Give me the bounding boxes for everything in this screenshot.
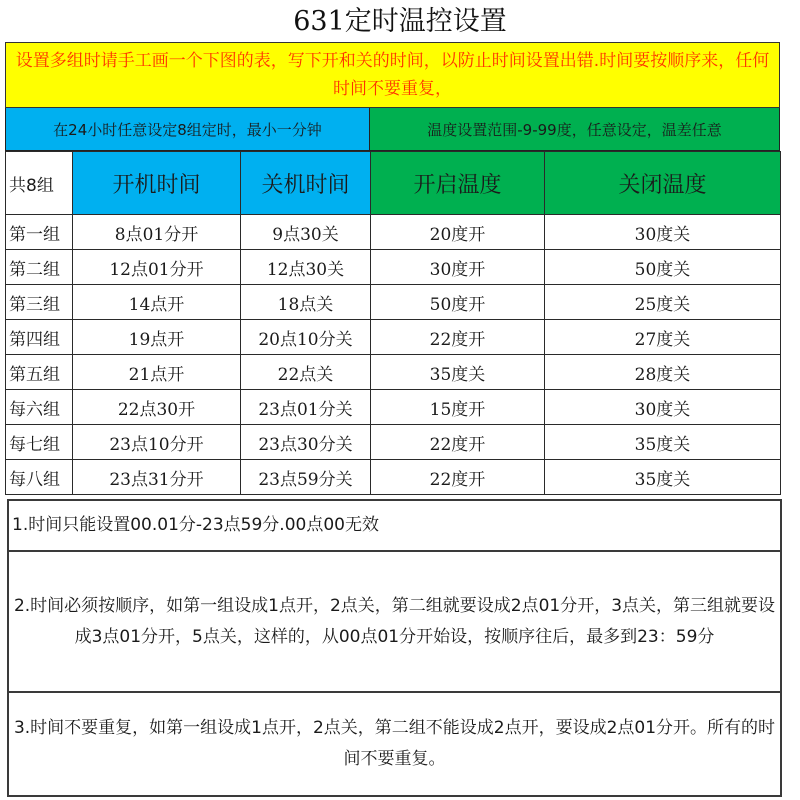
- off-temp-cell: 25度关: [545, 285, 781, 320]
- on-time-cell: 21点开: [73, 355, 241, 390]
- group-label: 每八组: [6, 460, 73, 495]
- off-temp-cell: 27度关: [545, 320, 781, 355]
- on-time-cell: 23点31分开: [73, 460, 241, 495]
- off-time-cell: 9点30关: [241, 215, 371, 250]
- off-time-cell: 20点10分关: [241, 320, 371, 355]
- warning-notice: 设置多组时请手工画一个下图的表，写下开和关的时间，以防止时间设置出错.时间要按顺序来，任何时间不要重复，: [5, 42, 780, 108]
- on-time-cell: 12点01分开: [73, 250, 241, 285]
- section-header-row: [5, 108, 780, 151]
- on-time-cell: 8点01分开: [73, 215, 241, 250]
- on-temp-cell: 50度开: [371, 285, 545, 320]
- off-time-cell: 18点关: [241, 285, 371, 320]
- on-time-cell: 23点10分开: [73, 425, 241, 460]
- time-range-caption: 在24小时任意设定8组定时，最小一分钟: [5, 108, 370, 151]
- table-row: [6, 460, 781, 495]
- group-label: 第二组: [6, 250, 73, 285]
- on-time-header: 开机时间: [73, 152, 241, 215]
- off-temp-cell: 35度关: [545, 460, 781, 495]
- on-temp-header: 开启温度: [371, 152, 545, 215]
- table-row: [6, 355, 781, 390]
- table-header-row: [6, 152, 781, 215]
- table-row: [6, 250, 781, 285]
- group-count-header: 共8组: [6, 152, 73, 215]
- off-time-cell: 23点01分关: [241, 390, 371, 425]
- page-title: 631定时温控设置: [293, 6, 507, 37]
- on-temp-cell: 22度开: [371, 425, 545, 460]
- table-row: [6, 425, 781, 460]
- temp-range-caption: 温度设置范围-9-99度，任意设定，温差任意: [370, 108, 780, 151]
- settings-sheet: [5, 42, 780, 495]
- note-1: 1.时间只能设置00.01分-23点59分.00点00无效: [7, 499, 782, 552]
- off-time-cell: 22点关: [241, 355, 371, 390]
- on-temp-cell: 20度开: [371, 215, 545, 250]
- off-time-header: 关机时间: [241, 152, 371, 215]
- group-label: 每七组: [6, 425, 73, 460]
- table-row: [6, 285, 781, 320]
- on-temp-cell: 22度开: [371, 320, 545, 355]
- on-temp-cell: 30度开: [371, 250, 545, 285]
- on-time-cell: 14点开: [73, 285, 241, 320]
- group-label: 第三组: [6, 285, 73, 320]
- table-row: [6, 215, 781, 250]
- notes-section: [7, 499, 782, 797]
- group-label: 第五组: [6, 355, 73, 390]
- off-time-cell: 12点30关: [241, 250, 371, 285]
- off-temp-header: 关闭温度: [545, 152, 781, 215]
- off-time-cell: 23点59分关: [241, 460, 371, 495]
- group-label: 第一组: [6, 215, 73, 250]
- table-row: [6, 320, 781, 355]
- off-temp-cell: 30度关: [545, 215, 781, 250]
- on-temp-cell: 15度开: [371, 390, 545, 425]
- off-temp-cell: 28度关: [545, 355, 781, 390]
- note-3: 3.时间不要重复，如第一组设成1点开，2点关，第二组不能设成2点开，要设成2点01分开。所有的时间不要重复。: [7, 693, 782, 797]
- group-label: 每六组: [6, 390, 73, 425]
- note-2: 2.时间必须按顺序，如第一组设成1点开，2点关，第二组就要设成2点01分开，3点关，第三组就要设成3点01分开，5点关，这样的，从00点01分开始设，按顺序往后，最多到23：59分: [7, 552, 782, 693]
- on-temp-cell: 35度关: [371, 355, 545, 390]
- off-temp-cell: 35度关: [545, 425, 781, 460]
- table-row: [6, 390, 781, 425]
- on-time-cell: 22点30开: [73, 390, 241, 425]
- group-label: 第四组: [6, 320, 73, 355]
- off-time-cell: 23点30分关: [241, 425, 371, 460]
- on-time-cell: 19点开: [73, 320, 241, 355]
- on-temp-cell: 22度开: [371, 460, 545, 495]
- off-temp-cell: 50度关: [545, 250, 781, 285]
- off-temp-cell: 30度关: [545, 390, 781, 425]
- schedule-table: [5, 151, 781, 495]
